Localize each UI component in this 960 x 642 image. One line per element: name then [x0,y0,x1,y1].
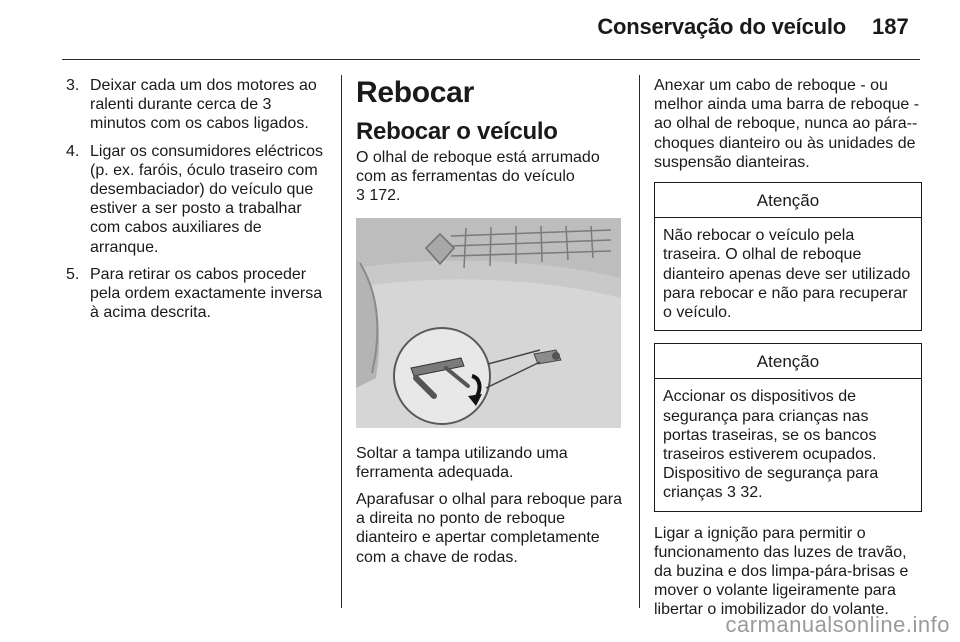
warning-box [654,182,922,331]
warning-text: Accionar os dispositivos de segurança para crianças nas portas traseiras, se os bancos traseiros estiverem ocupados. Dispositivo de segurança para crianças 3 32. [663,388,879,502]
step-number: 3. [66,77,80,94]
page-number: 187 [872,14,909,39]
step-item [66,142,328,257]
towing-eye-illustration [356,218,621,428]
page-reference-link[interactable]: 3 172. [356,187,401,205]
section-title: Rebocar [356,76,474,109]
paragraph-remove-cover: Soltar a tampa utilizando uma ferramenta adequada. [356,444,568,481]
watermark: carmanualsonline.info [725,612,950,637]
left-column [66,76,328,330]
warning-text: Não rebocar o veículo pela traseira. O olhal de reboque dianteiro apenas deve ser utilizado para rebocar e não para recuperar o veículo. [663,227,911,322]
paragraph-screw-eye: Aparafusar o olhal para reboque para a direita no ponto de reboque dianteiro e apertar completamente com a chave de rodas. [356,491,622,566]
column-divider-left [341,75,342,608]
middle-column [356,76,626,575]
page-header-title: Conservação do veículo [597,14,846,39]
right-column [654,76,922,628]
step-item [66,265,328,323]
subsection-title: Rebocar o veículo [356,118,558,145]
step-text: Ligar os consumidores eléctricos (p. ex. faróis, óculo traseiro com desembaciador) do veículo que estiver a ser posto a trabalhar com cabos auxiliares de arranque. [90,142,323,256]
step-item [66,76,328,134]
paragraph-attach-cable: Anexar um cabo de reboque - ou melhor ainda uma barra de reboque - ao olhal de reboque, nunca ao pára--choques dianteiro ou às unidades de suspensão dianteiras. [654,77,920,171]
warning-box [654,343,922,511]
header-rule [62,59,920,60]
column-divider-right [639,75,640,608]
intro-text [356,148,626,206]
step-number: 5. [66,265,80,283]
warning-title: Atenção [655,183,921,218]
step-number: 4. [66,142,80,160]
warning-title: Atenção [655,344,921,379]
step-text: Para retirar os cabos proceder pela ordem exactamente inversa à acima descrita. [90,265,323,322]
intro-body: O olhal de reboque está arrumado com as ferramentas do veículo [356,149,600,186]
paragraph-ignition: Ligar a ignição para permitir o funcionamento das luzes de travão, da buzina e dos limpa-pára-brisas e mover o volante ligeiramente para libertar o imobilizador do volante. [654,524,909,619]
step-text: Deixar cada um dos motores ao ralenti durante cerca de 3 minutos com os cabos ligados. [90,77,317,133]
steps-list [66,76,328,322]
